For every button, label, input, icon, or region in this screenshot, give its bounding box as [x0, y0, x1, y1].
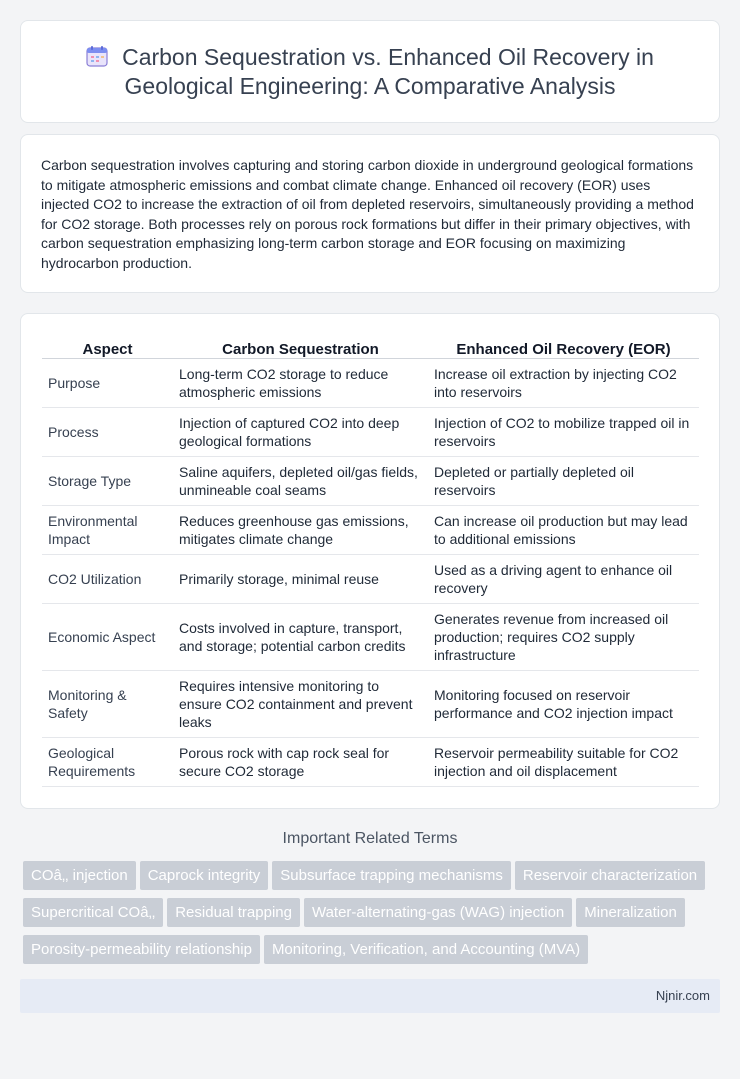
sequestration-cell: Reduces greenhouse gas emissions, mitigates climate change: [173, 506, 428, 555]
related-terms-title: Important Related Terms: [282, 830, 458, 847]
aspect-cell: Process: [42, 408, 173, 457]
eor-cell: Monitoring focused on reservoir performance and CO2 injection impact: [428, 671, 699, 738]
sequestration-cell: Primarily storage, minimal reuse: [173, 555, 428, 604]
aspect-cell: Purpose: [42, 359, 173, 408]
title-card: [20, 20, 720, 123]
sequestration-cell: Long-term CO2 storage to reduce atmospheric emissions: [173, 359, 428, 408]
page-title-text: Carbon Sequestration vs. Enhanced Oil Recovery in Geological Engineering: A Comparative Analysis: [122, 43, 654, 99]
eor-cell: Generates revenue from increased oil production; requires CO2 supply infrastructure: [428, 604, 699, 671]
related-term-tag[interactable]: Mineralization: [576, 898, 685, 927]
table-row: [42, 408, 699, 457]
sequestration-cell: Injection of captured CO2 into deep geological formations: [173, 408, 428, 457]
eor-cell: Depleted or partially depleted oil reservoirs: [428, 457, 699, 506]
table-row: [42, 506, 699, 555]
eor-cell: Injection of CO2 to mobilize trapped oil in reservoirs: [428, 408, 699, 457]
column-header: Carbon Sequestration: [173, 334, 428, 359]
eor-cell: Can increase oil production but may lead to additional emissions: [428, 506, 699, 555]
column-header: Aspect: [42, 334, 173, 359]
intro-paragraph: Carbon sequestration involves capturing and storing carbon dioxide in underground geological formations to mitigate atmospheric emissions and combat climate change. Enhanced oil recovery (EOR) uses injected CO2 to increase the extraction of oil from depleted reservoirs, simultaneously providing a method for CO2 storage. Both processes rely on porous rock formations but differ in their primary objectives, with carbon sequestration emphasizing long-term carbon storage and EOR focusing on maximizing hydrocarbon production.: [41, 157, 694, 271]
footer: [20, 979, 720, 1013]
table-row: [42, 457, 699, 506]
calendar-icon: [86, 45, 108, 67]
eor-cell: Used as a driving agent to enhance oil recovery: [428, 555, 699, 604]
aspect-cell: Environmental Impact: [42, 506, 173, 555]
related-term-tag[interactable]: Reservoir characterization: [515, 861, 705, 890]
sequestration-cell: Requires intensive monitoring to ensure CO2 containment and prevent leaks: [173, 671, 428, 738]
related-term-tag[interactable]: Supercritical COâ‚‚: [23, 898, 163, 927]
aspect-cell: Geological Requirements: [42, 738, 173, 787]
eor-cell: Reservoir permeability suitable for CO2 injection and oil displacement: [428, 738, 699, 787]
sequestration-cell: Costs involved in capture, transport, and storage; potential carbon credits: [173, 604, 428, 671]
sequestration-cell: Saline aquifers, depleted oil/gas fields, unmineable coal seams: [173, 457, 428, 506]
aspect-cell: Storage Type: [42, 457, 173, 506]
related-term-tag[interactable]: Caprock integrity: [140, 861, 269, 890]
related-term-tag[interactable]: Water-alternating-gas (WAG) injection: [304, 898, 572, 927]
sequestration-cell: Porous rock with cap rock seal for secure CO2 storage: [173, 738, 428, 787]
footer-site-name: Njnir.com: [655, 988, 710, 1003]
table-row: [42, 555, 699, 604]
table-header-row: [42, 334, 699, 359]
table-row: [42, 604, 699, 671]
table-row: [42, 359, 699, 408]
column-header: Enhanced Oil Recovery (EOR): [428, 334, 699, 359]
related-term-tag[interactable]: Residual trapping: [167, 898, 300, 927]
table-row: [42, 671, 699, 738]
related-term-tag[interactable]: COâ‚‚ injection: [23, 861, 136, 890]
aspect-cell: Monitoring & Safety: [42, 671, 173, 738]
eor-cell: Increase oil extraction by injecting CO2 into reservoirs: [428, 359, 699, 408]
related-terms-list: [20, 861, 723, 972]
aspect-cell: Economic Aspect: [42, 604, 173, 671]
table-row: [42, 738, 699, 787]
comparison-table: [42, 334, 699, 787]
related-term-tag[interactable]: Porosity-permeability relationship: [23, 935, 260, 964]
related-term-tag[interactable]: Subsurface trapping mechanisms: [272, 861, 511, 890]
comparison-card: [20, 313, 720, 809]
page-title: [51, 43, 689, 101]
aspect-cell: CO2 Utilization: [42, 555, 173, 604]
intro-card: [20, 134, 720, 293]
related-term-tag[interactable]: Monitoring, Verification, and Accounting (MVA): [264, 935, 588, 964]
